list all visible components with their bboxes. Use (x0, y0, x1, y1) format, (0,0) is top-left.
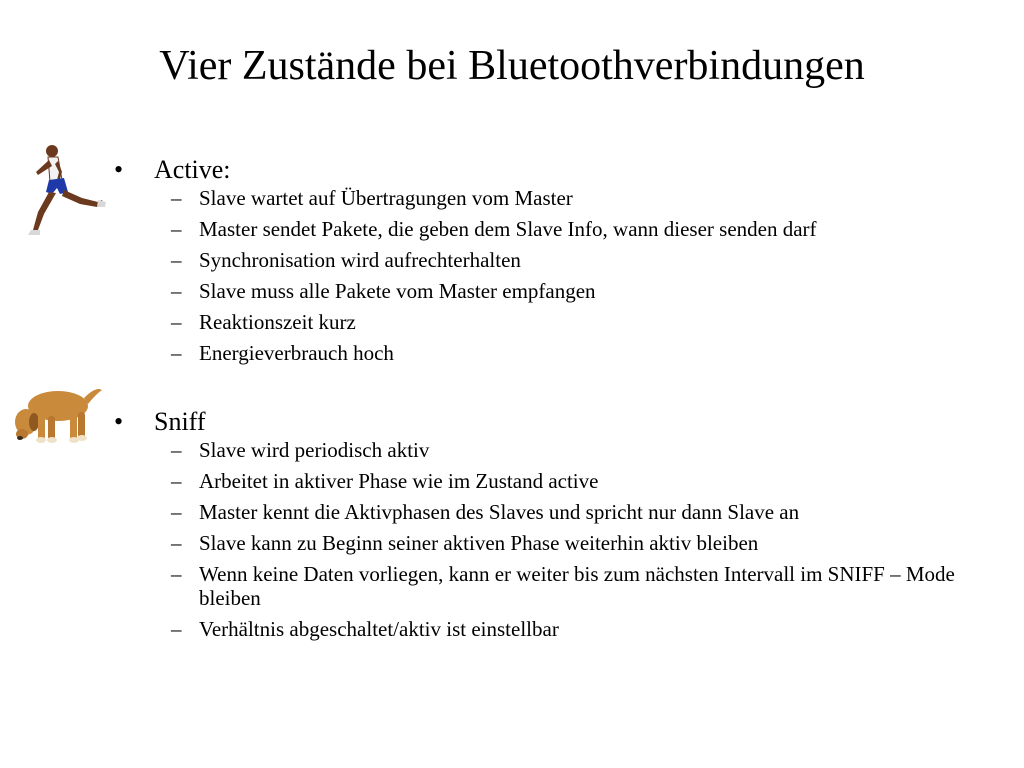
list-item (0, 186, 1024, 210)
dash-marker: – (171, 500, 182, 524)
list-item (0, 531, 1024, 555)
list-item-text: Synchronisation wird aufrechterhalten (199, 248, 521, 272)
dash-marker: – (171, 279, 182, 303)
list-item (0, 438, 1024, 462)
bullet-marker: • (114, 155, 124, 184)
dash-marker: – (171, 469, 182, 493)
sub-list-sniff (0, 438, 1024, 641)
list-item (0, 500, 1024, 524)
list-item (0, 217, 1024, 241)
list-item (0, 248, 1024, 272)
list-item-text: Energieverbrauch hoch (199, 341, 394, 365)
slide-title: Vier Zustände bei Bluetoothverbindungen (159, 43, 865, 89)
dash-marker: – (171, 186, 182, 210)
list-item (0, 341, 1024, 365)
bullet-label: Active: (154, 155, 231, 184)
list-item-text: Slave muss alle Pakete vom Master empfangen (199, 279, 596, 303)
dash-marker: – (171, 217, 182, 241)
list-item-text: Master kennt die Aktivphasen des Slaves und spricht nur dann Slave an (199, 500, 800, 524)
bullet-marker: • (114, 407, 124, 436)
bullet-sniff (0, 406, 1024, 438)
list-item-text: Reaktionszeit kurz (199, 310, 356, 334)
list-item-text: Master sendet Pakete, die geben dem Slave Info, wann dieser senden darf (199, 217, 817, 241)
list-item-text: Slave kann zu Beginn seiner aktiven Phase weiterhin aktiv bleiben (199, 531, 759, 555)
dash-marker: – (171, 438, 182, 462)
list-item (0, 279, 1024, 303)
list-item-text: Verhältnis abgeschaltet/aktiv ist einstellbar (199, 617, 559, 641)
dash-marker: – (171, 531, 182, 555)
list-item-text: Wenn keine Daten vorliegen, kann er weiter bis zum nächsten Intervall im SNIFF – Mode bleiben (199, 562, 955, 610)
section-sniff (0, 406, 1024, 648)
list-item (0, 310, 1024, 334)
list-item-text: Arbeitet in aktiver Phase wie im Zustand active (199, 469, 599, 493)
dash-marker: – (171, 617, 182, 641)
dash-marker: – (171, 341, 182, 365)
bullet-label: Sniff (154, 407, 206, 436)
dash-marker: – (171, 248, 182, 272)
list-item (0, 469, 1024, 493)
dash-marker: – (171, 310, 182, 334)
bullet-active (0, 154, 1024, 186)
dash-marker: – (171, 562, 182, 586)
list-item-text: Slave wartet auf Übertragungen vom Master (199, 186, 573, 210)
section-active (0, 154, 1024, 372)
list-item (0, 617, 1024, 641)
sub-list-active (0, 186, 1024, 365)
list-item (0, 562, 1024, 610)
list-item-text: Slave wird periodisch aktiv (199, 438, 430, 462)
